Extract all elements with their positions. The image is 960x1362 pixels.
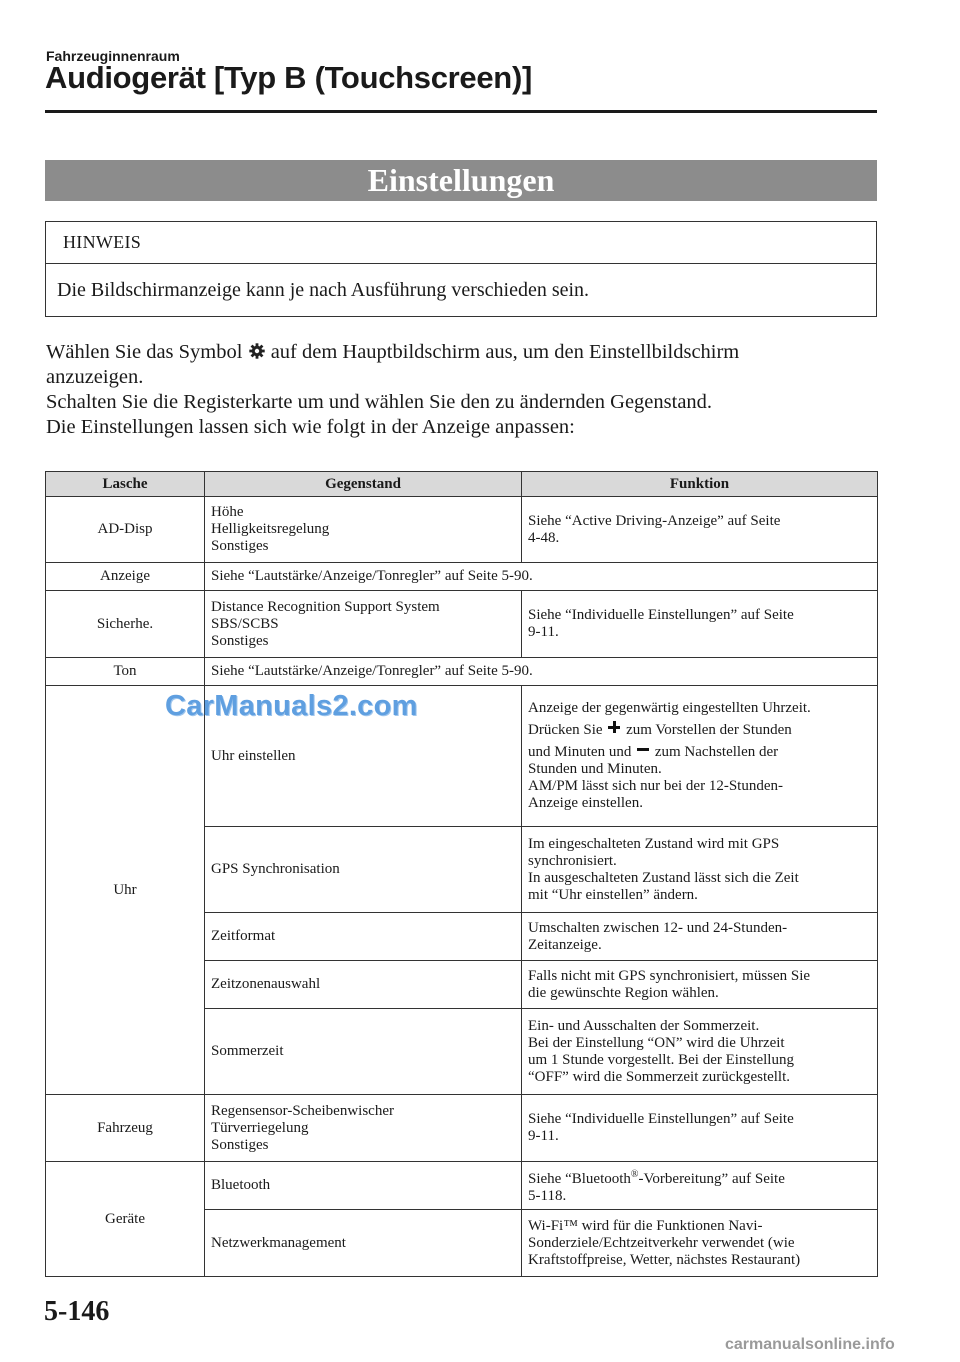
table-header-row [46,472,878,497]
function-text: 5-118. [528,1188,567,1204]
item-cell: GPS Synchronisation [205,827,522,913]
function-text: synchronisiert. [528,852,617,869]
span-cell: Siehe “Lautstärke/Anzeige/Tonregler” auf Seite 5-90. [205,658,878,686]
function-text-part: Siehe “Bluetooth [528,1171,631,1187]
item-text: Regensensor-Scheibenwischer [211,1102,394,1119]
function-cell [522,913,878,961]
tab-cell: Uhr [46,686,205,1095]
table-row-bluetooth [46,1162,878,1210]
watermark-carmanualsonline: carmanualsonline.info [725,1336,895,1353]
function-text [528,1166,871,1188]
function-text: “OFF” wird die Sommerzeit zurückgestellt. [528,1068,791,1085]
function-text: Wi-Fi™ wird für die Funktionen Navi- [528,1217,763,1234]
intro-line-1-b: auf dem Hauptbildschirm aus, um den Einstellbildschirm [270,341,740,363]
function-text: 4-48. [528,529,560,546]
function-cell [522,1009,878,1095]
function-text-part: Drücken Sie [528,722,603,738]
chapter-title: Audiogerät [Typ B (Touchscreen)] [45,60,532,95]
function-text-part: zum Vorstellen der Stunden [626,722,792,738]
function-text: Kraftstoffpreise, Wetter, nächstes Restaurant) [528,1251,801,1268]
note-heading: HINWEIS [46,222,876,264]
function-text: um 1 Stunde vorgestellt. Bei der Einstellung [528,1051,794,1068]
item-cell: Netzwerkmanagement [205,1210,522,1277]
item-cell [205,1095,522,1162]
item-cell: Zeitformat [205,913,522,961]
item-cell: Uhr einstellen [205,686,522,827]
function-text: Anzeige der gegenwärtig eingestellten Uhrzeit. [528,700,811,716]
function-text [528,721,871,739]
page-number: 5-146 [44,1296,110,1327]
watermark-carmanuals2: CarManuals2.com [165,690,418,722]
function-text: Umschalten zwischen 12- und 24-Stunden- [528,919,788,936]
intro-line-2: anzuzeigen. [46,366,144,388]
function-text: die gewünschte Region wählen. [528,984,719,1001]
function-text [528,743,871,761]
settings-gear-icon [249,343,265,359]
table-row-sicherheit [46,591,878,658]
column-header-lasche: Lasche [46,472,205,497]
function-cell [522,961,878,1009]
item-text: Sonstiges [211,632,269,649]
function-text: Ein- und Ausschalten der Sommerzeit. [528,1017,760,1034]
item-cell [205,591,522,658]
intro-line-3: Schalten Sie die Registerkarte um und wählen Sie den zu ändernden Gegenstand. [46,391,713,413]
item-text: Höhe [211,504,244,520]
function-text: 9-11. [528,624,559,640]
function-text: AM/PM lässt sich nur bei der 12-Stunden- [528,778,783,794]
item-text: SBS/SCBS [211,615,279,632]
function-text: Falls nicht mit GPS synchronisiert, müssen Sie [528,967,811,984]
function-text: Sonderziele/Echtzeitverkehr verwendet (wie [528,1234,795,1251]
table-row-ton [46,658,878,686]
table-row-fahrzeug [46,1095,878,1162]
note-text: Die Bildschirmanzeige kann je nach Ausführung verschieden sein. [57,279,590,301]
table-row-anzeige [46,563,878,591]
function-cell [522,1095,878,1162]
plus-icon [608,721,620,733]
tab-cell: Geräte [46,1162,205,1277]
section-label: Fahrzeuginnenraum [46,48,180,64]
item-text: Sonstiges [211,1136,269,1153]
tab-cell: Anzeige [46,563,205,591]
settings-table [45,471,878,1277]
item-cell: Zeitzonenauswahl [205,961,522,1009]
intro-line-1-a: Wählen Sie das Symbol [46,341,243,363]
item-cell: Sommerzeit [205,1009,522,1095]
registered-mark: ® [630,1169,639,1180]
function-text: Zeitanzeige. [528,936,602,953]
tab-cell: Ton [46,658,205,686]
item-text: Distance Recognition Support System [211,598,440,615]
function-text-part: und Minuten und [528,744,632,760]
span-cell: Siehe “Lautstärke/Anzeige/Tonregler” auf Seite 5-90. [205,563,878,591]
function-text: Anzeige einstellen. [528,795,643,811]
function-cell [522,686,878,827]
item-cell: Bluetooth [205,1162,522,1210]
intro-line-1 [46,340,876,365]
item-cell [205,497,522,563]
item-text: Helligkeitsregelung [211,521,330,537]
function-cell [522,1162,878,1210]
function-cell [522,827,878,913]
item-text: Türverriegelung [211,1119,309,1136]
column-header-gegenstand: Gegenstand [205,472,522,497]
function-text: Siehe “Individuelle Einstellungen” auf Seite [528,1111,794,1127]
function-cell [522,497,878,563]
function-text: Siehe “Individuelle Einstellungen” auf Seite [528,607,794,623]
intro-text [46,340,876,440]
section-banner: Einstellungen [45,160,877,201]
intro-line-4: Die Einstellungen lassen sich wie folgt in der Anzeige anpassen: [46,416,575,438]
function-text: 9-11. [528,1128,559,1144]
column-header-funktion: Funktion [522,472,878,497]
function-text: In ausgeschalteten Zustand lässt sich die Zeit [528,869,799,886]
function-text: mit “Uhr einstellen” ändern. [528,886,698,903]
title-rule [45,110,877,113]
function-text: Stunden und Minuten. [528,761,662,777]
tab-cell: Fahrzeug [46,1095,205,1162]
function-text-part: -Vorbereitung” auf Seite [638,1171,785,1187]
table-row-addisp [46,497,878,563]
function-cell [522,1210,878,1277]
function-text: Im eingeschalteten Zustand wird mit GPS [528,835,780,852]
function-text: Siehe “Active Driving-Anzeige” auf Seite [528,512,781,529]
minus-icon [637,743,649,755]
item-text: Sonstiges [211,538,269,554]
function-text: Bei der Einstellung “ON” wird die Uhrzeit [528,1034,785,1051]
function-text-part: zum Nachstellen der [654,744,779,760]
note-box [45,221,877,317]
tab-cell: Sicherhe. [46,591,205,658]
tab-cell: AD-Disp [46,497,205,563]
function-cell [522,591,878,658]
